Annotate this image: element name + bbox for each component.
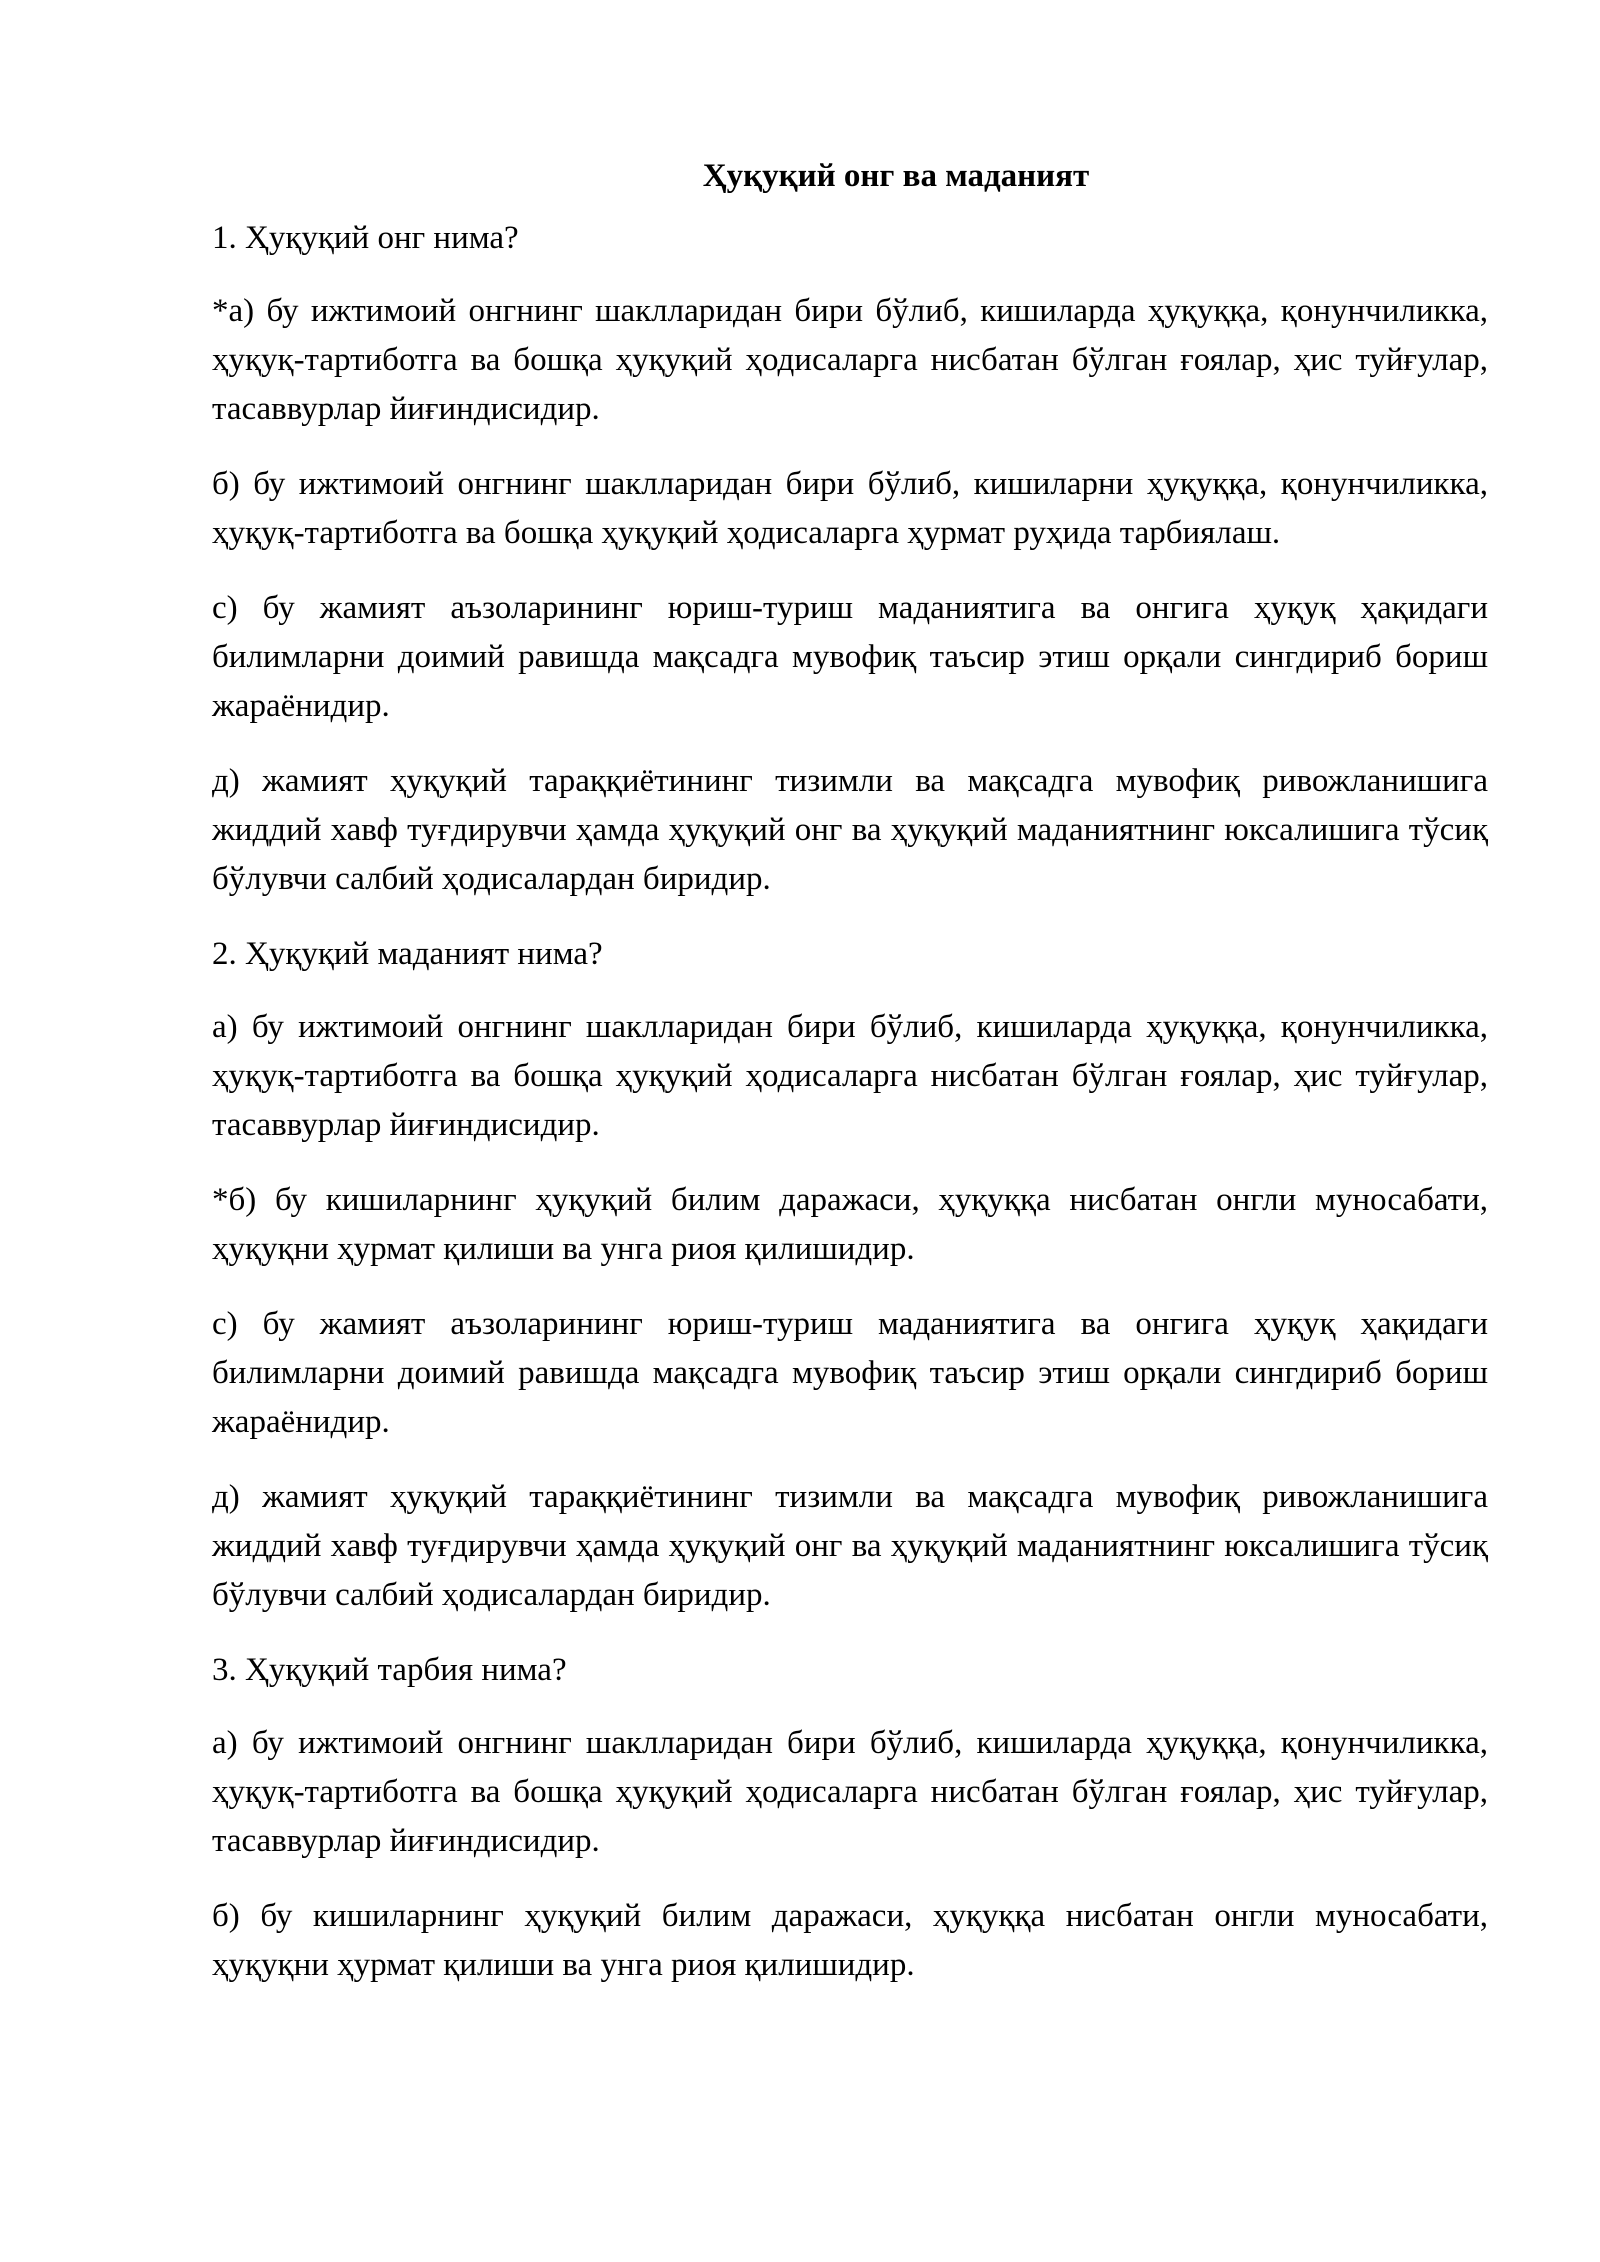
question-2-option-c: с) бу жамият аъзоларининг юриш-туриш маданиятига ва онгига ҳуқуқ ҳақидаги билимларни доимий равишда мақсадга мувофиқ таъсир этиш орқали сингдириб бориш жараёнидир. xyxy=(212,1306,1488,1440)
question-2-option-b: *б) бу кишиларнинг ҳуқуқий билим даражаси, ҳуқуққа нисбатан онгли муносабати, ҳуқуқни ҳурмат қилиши ва унга риоя қилишидир. xyxy=(212,1182,1488,1267)
question-1-option-b: б) бу ижтимоий онгнинг шаклларидан бири бўлиб, кишиларни ҳуқуққа, қонунчиликка, ҳуқуқ-тартиботга ва бошқа ҳуқуқий ҳодисаларга ҳурмат руҳида тарбиялаш. xyxy=(212,466,1488,551)
question-3: 3. Ҳуқуқий тарбия нима? xyxy=(212,1652,567,1688)
document-title: Ҳуқуқий онг ва маданият xyxy=(702,158,1090,194)
question-1-option-d: д) жамият ҳуқуқий тараққиётининг тизимли ва мақсадга мувофиқ ривожланишига жиддий хавф туғдирувчи ҳамда ҳуқуқий онг ва ҳуқуқий маданиятнинг юксалишига тўсиқ бўлувчи салбий ҳодисалардан биридир. xyxy=(212,763,1488,897)
question-2: 2. Ҳуқуқий маданият нима? xyxy=(212,936,603,972)
question-1: 1. Ҳуқуқий онг нима? xyxy=(212,220,519,256)
question-2-option-a: а) бу ижтимоий онгнинг шаклларидан бири бўлиб, кишиларда ҳуқуққа, қонунчиликка, ҳуқуқ-тартиботга ва бошқа ҳуқуқий ҳодисаларга нисбатан бўлган ғоялар, ҳис туйғулар, тасаввурлар йиғиндисидир. xyxy=(212,1009,1488,1143)
question-3-option-a: а) бу ижтимоий онгнинг шаклларидан бири бўлиб, кишиларда ҳуқуққа, қонунчиликка, ҳуқуқ-тартиботга ва бошқа ҳуқуқий ҳодисаларга нисбатан бўлган ғоялар, ҳис туйғулар, тасаввурлар йиғиндисидир. xyxy=(212,1725,1488,1859)
question-1-option-c: с) бу жамият аъзоларининг юриш-туриш маданиятига ва онгига ҳуқуқ ҳақидаги билимларни доимий равишда мақсадга мувофиқ таъсир этиш орқали сингдириб бориш жараёнидир. xyxy=(212,590,1488,724)
question-2-option-d: д) жамият ҳуқуқий тараққиётининг тизимли ва мақсадга мувофиқ ривожланишига жиддий хавф туғдирувчи ҳамда ҳуқуқий онг ва ҳуқуқий маданиятнинг юксалишига тўсиқ бўлувчи салбий ҳодисалардан биридир. xyxy=(212,1479,1488,1613)
question-3-option-b: б) бу кишиларнинг ҳуқуқий билим даражаси, ҳуқуққа нисбатан онгли муносабати, ҳуқуқни ҳурмат қилиши ва унга риоя қилишидир. xyxy=(212,1898,1488,1983)
question-1-option-a: *а) бу ижтимоий онгнинг шаклларидан бири бўлиб, кишиларда ҳуқуққа, қонунчиликка, ҳуқуқ-тартиботга ва бошқа ҳуқуқий ҳодисаларга нисбатан бўлган ғоялар, ҳис туйғулар, тасаввурлар йиғиндисидир. xyxy=(212,293,1488,427)
